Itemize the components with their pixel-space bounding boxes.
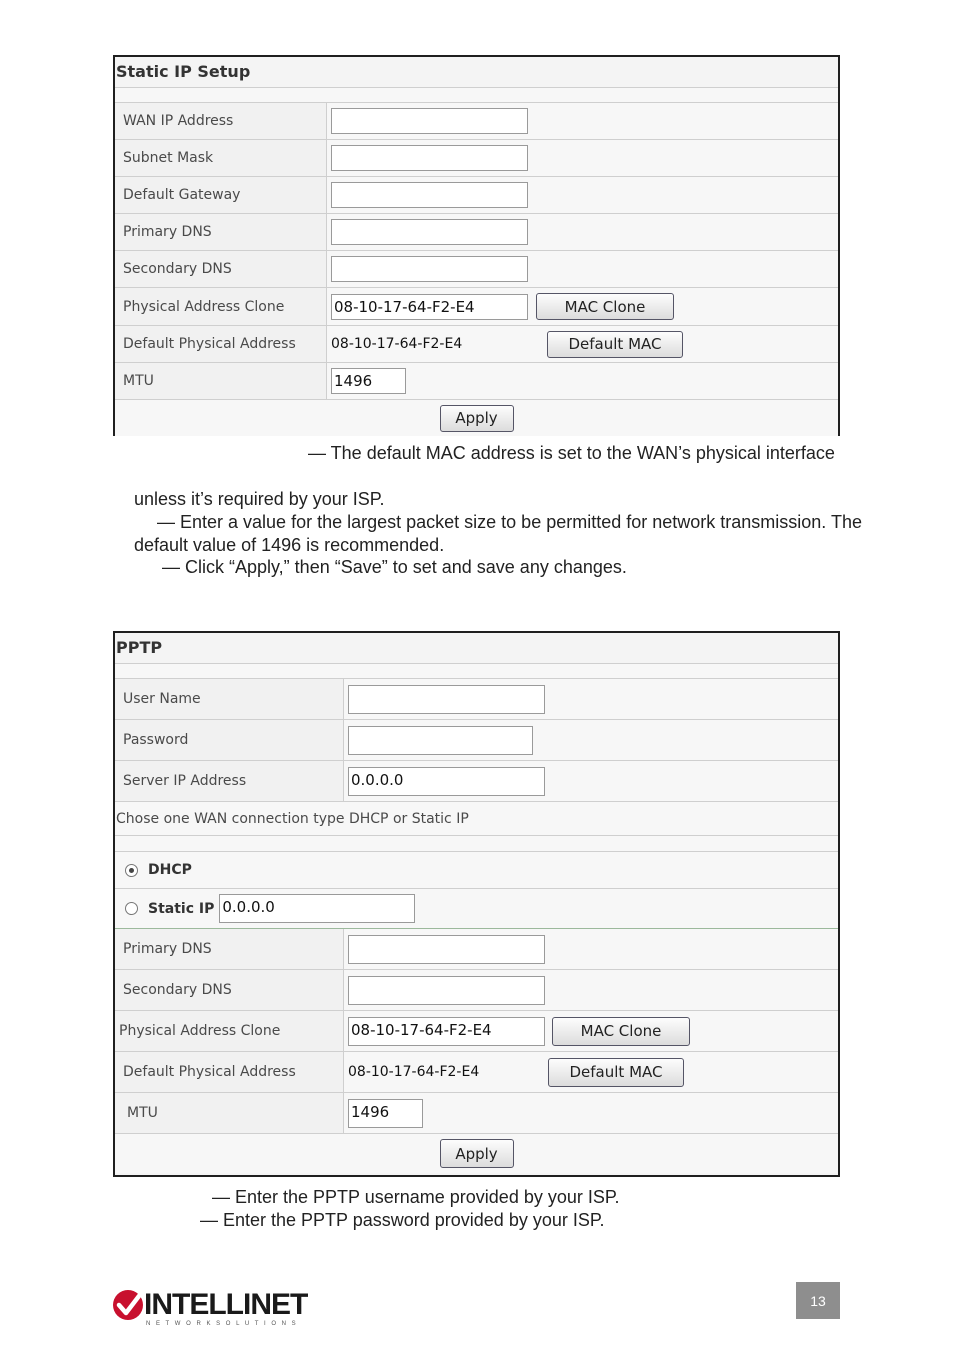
mtu-note-line: — Enter a value for the largest packet size to be permitted for network transmission. The (157, 512, 862, 532)
page-number: 13 (796, 1282, 840, 1319)
secondary-dns-input[interactable] (331, 256, 528, 282)
mtu-row (115, 363, 838, 400)
pptp-default-mac-row (115, 1052, 838, 1093)
gateway-input[interactable] (331, 182, 528, 208)
mac-clone-button[interactable]: MAC Clone (536, 293, 674, 320)
pptp-panel (113, 631, 840, 1177)
apply-note-line: — Click “Apply,” then “Save” to set and save any changes. (162, 557, 627, 577)
pptp-mac-clone-input[interactable]: 08-10-17-64-F2-E4 (348, 1017, 545, 1046)
brand-wordmark: INTELLINET (144, 1288, 308, 1321)
secondary-dns-row (115, 251, 838, 288)
divider (115, 836, 838, 852)
divider (115, 664, 838, 679)
password-row (115, 720, 838, 761)
user-name-input[interactable] (348, 685, 545, 714)
pptp-apply-button[interactable]: Apply (440, 1139, 514, 1168)
static-ip-input[interactable]: 0.0.0.0 (219, 894, 415, 923)
pptp-primary-dns-input[interactable] (348, 935, 545, 964)
pptp-secondary-dns-row (115, 970, 838, 1011)
server-ip-row (115, 761, 838, 802)
pptp-apply-row (115, 1134, 838, 1173)
pptp-default-phys-label: Default Physical Address (115, 1052, 344, 1092)
password-label: Password (115, 720, 344, 760)
mac-note-line: — The default MAC address is set to the WAN’s physical interface (308, 443, 835, 463)
username-note-line: — Enter the PPTP username provided by your ISP. (212, 1187, 620, 1207)
password-input[interactable] (348, 726, 533, 755)
gateway-label: Default Gateway (115, 177, 327, 213)
default-mac-row (115, 326, 838, 363)
apply-row (115, 400, 838, 436)
mtu-label: MTU (115, 363, 327, 399)
mac-clone-label: Physical Address Clone (115, 288, 327, 325)
default-phys-label: Default Physical Address (115, 326, 327, 362)
pptp-mac-clone-row (115, 1011, 838, 1052)
subnet-row (115, 140, 838, 177)
brand-tagline: N E T W O R K S O L U T I O N S (146, 1321, 298, 1327)
mtu-input[interactable]: 1496 (331, 368, 406, 394)
static-ip-row (115, 889, 838, 929)
static-ip-panel (113, 55, 840, 436)
dhcp-radio[interactable] (125, 864, 138, 877)
default-phys-value: 08-10-17-64-F2-E4 (331, 336, 463, 352)
pptp-title: PPTP (115, 633, 838, 664)
pptp-default-mac-button[interactable]: Default MAC (548, 1058, 684, 1087)
wan-ip-input[interactable] (331, 108, 528, 134)
pptp-mtu-input[interactable]: 1496 (348, 1099, 423, 1128)
subnet-label: Subnet Mask (115, 140, 327, 176)
server-ip-input[interactable]: 0.0.0.0 (348, 767, 545, 796)
static-ip-label: Static IP (148, 900, 215, 917)
pptp-secondary-dns-input[interactable] (348, 976, 545, 1005)
server-ip-label: Server IP Address (115, 761, 344, 801)
subnet-input[interactable] (331, 145, 528, 171)
secondary-dns-label: Secondary DNS (115, 251, 327, 287)
mac-clone-input[interactable]: 08-10-17-64-F2-E4 (331, 294, 528, 320)
intellinet-logo (112, 1288, 317, 1334)
radio-selected-dot (129, 868, 134, 873)
user-name-label: User Name (115, 679, 344, 719)
pptp-primary-dns-row (115, 929, 838, 970)
pptp-mac-clone-label: Physical Address Clone (115, 1011, 344, 1051)
pptp-primary-dns-label: Primary DNS (115, 929, 344, 969)
primary-dns-label: Primary DNS (115, 214, 327, 250)
default-mac-button[interactable]: Default MAC (547, 331, 683, 358)
mtu-note-line2: default value of 1496 is recommended. (134, 535, 445, 555)
connection-type-note-row (115, 802, 838, 836)
connection-type-note: Chose one WAN connection type DHCP or Static IP (116, 810, 469, 827)
wan-ip-row (115, 103, 838, 140)
pptp-mac-clone-button[interactable]: MAC Clone (552, 1017, 690, 1046)
wan-ip-label: WAN IP Address (115, 103, 327, 139)
static-ip-title: Static IP Setup (115, 57, 838, 88)
gateway-row (115, 177, 838, 214)
divider (115, 88, 838, 103)
pptp-mtu-row (115, 1093, 838, 1134)
pptp-default-phys-value: 08-10-17-64-F2-E4 (348, 1064, 480, 1080)
static-ip-radio[interactable] (125, 902, 138, 915)
dhcp-label: DHCP (148, 862, 192, 878)
password-note-line: — Enter the PPTP password provided by your ISP. (200, 1210, 605, 1230)
pptp-mtu-label: MTU (115, 1093, 344, 1133)
pptp-secondary-dns-label: Secondary DNS (115, 970, 344, 1010)
user-name-row (115, 679, 838, 720)
mac-note-line2: unless it’s required by your ISP. (134, 489, 385, 509)
mac-clone-row (115, 288, 838, 326)
dhcp-row (115, 852, 838, 889)
apply-button[interactable]: Apply (440, 405, 514, 432)
primary-dns-row (115, 214, 838, 251)
primary-dns-input[interactable] (331, 219, 528, 245)
